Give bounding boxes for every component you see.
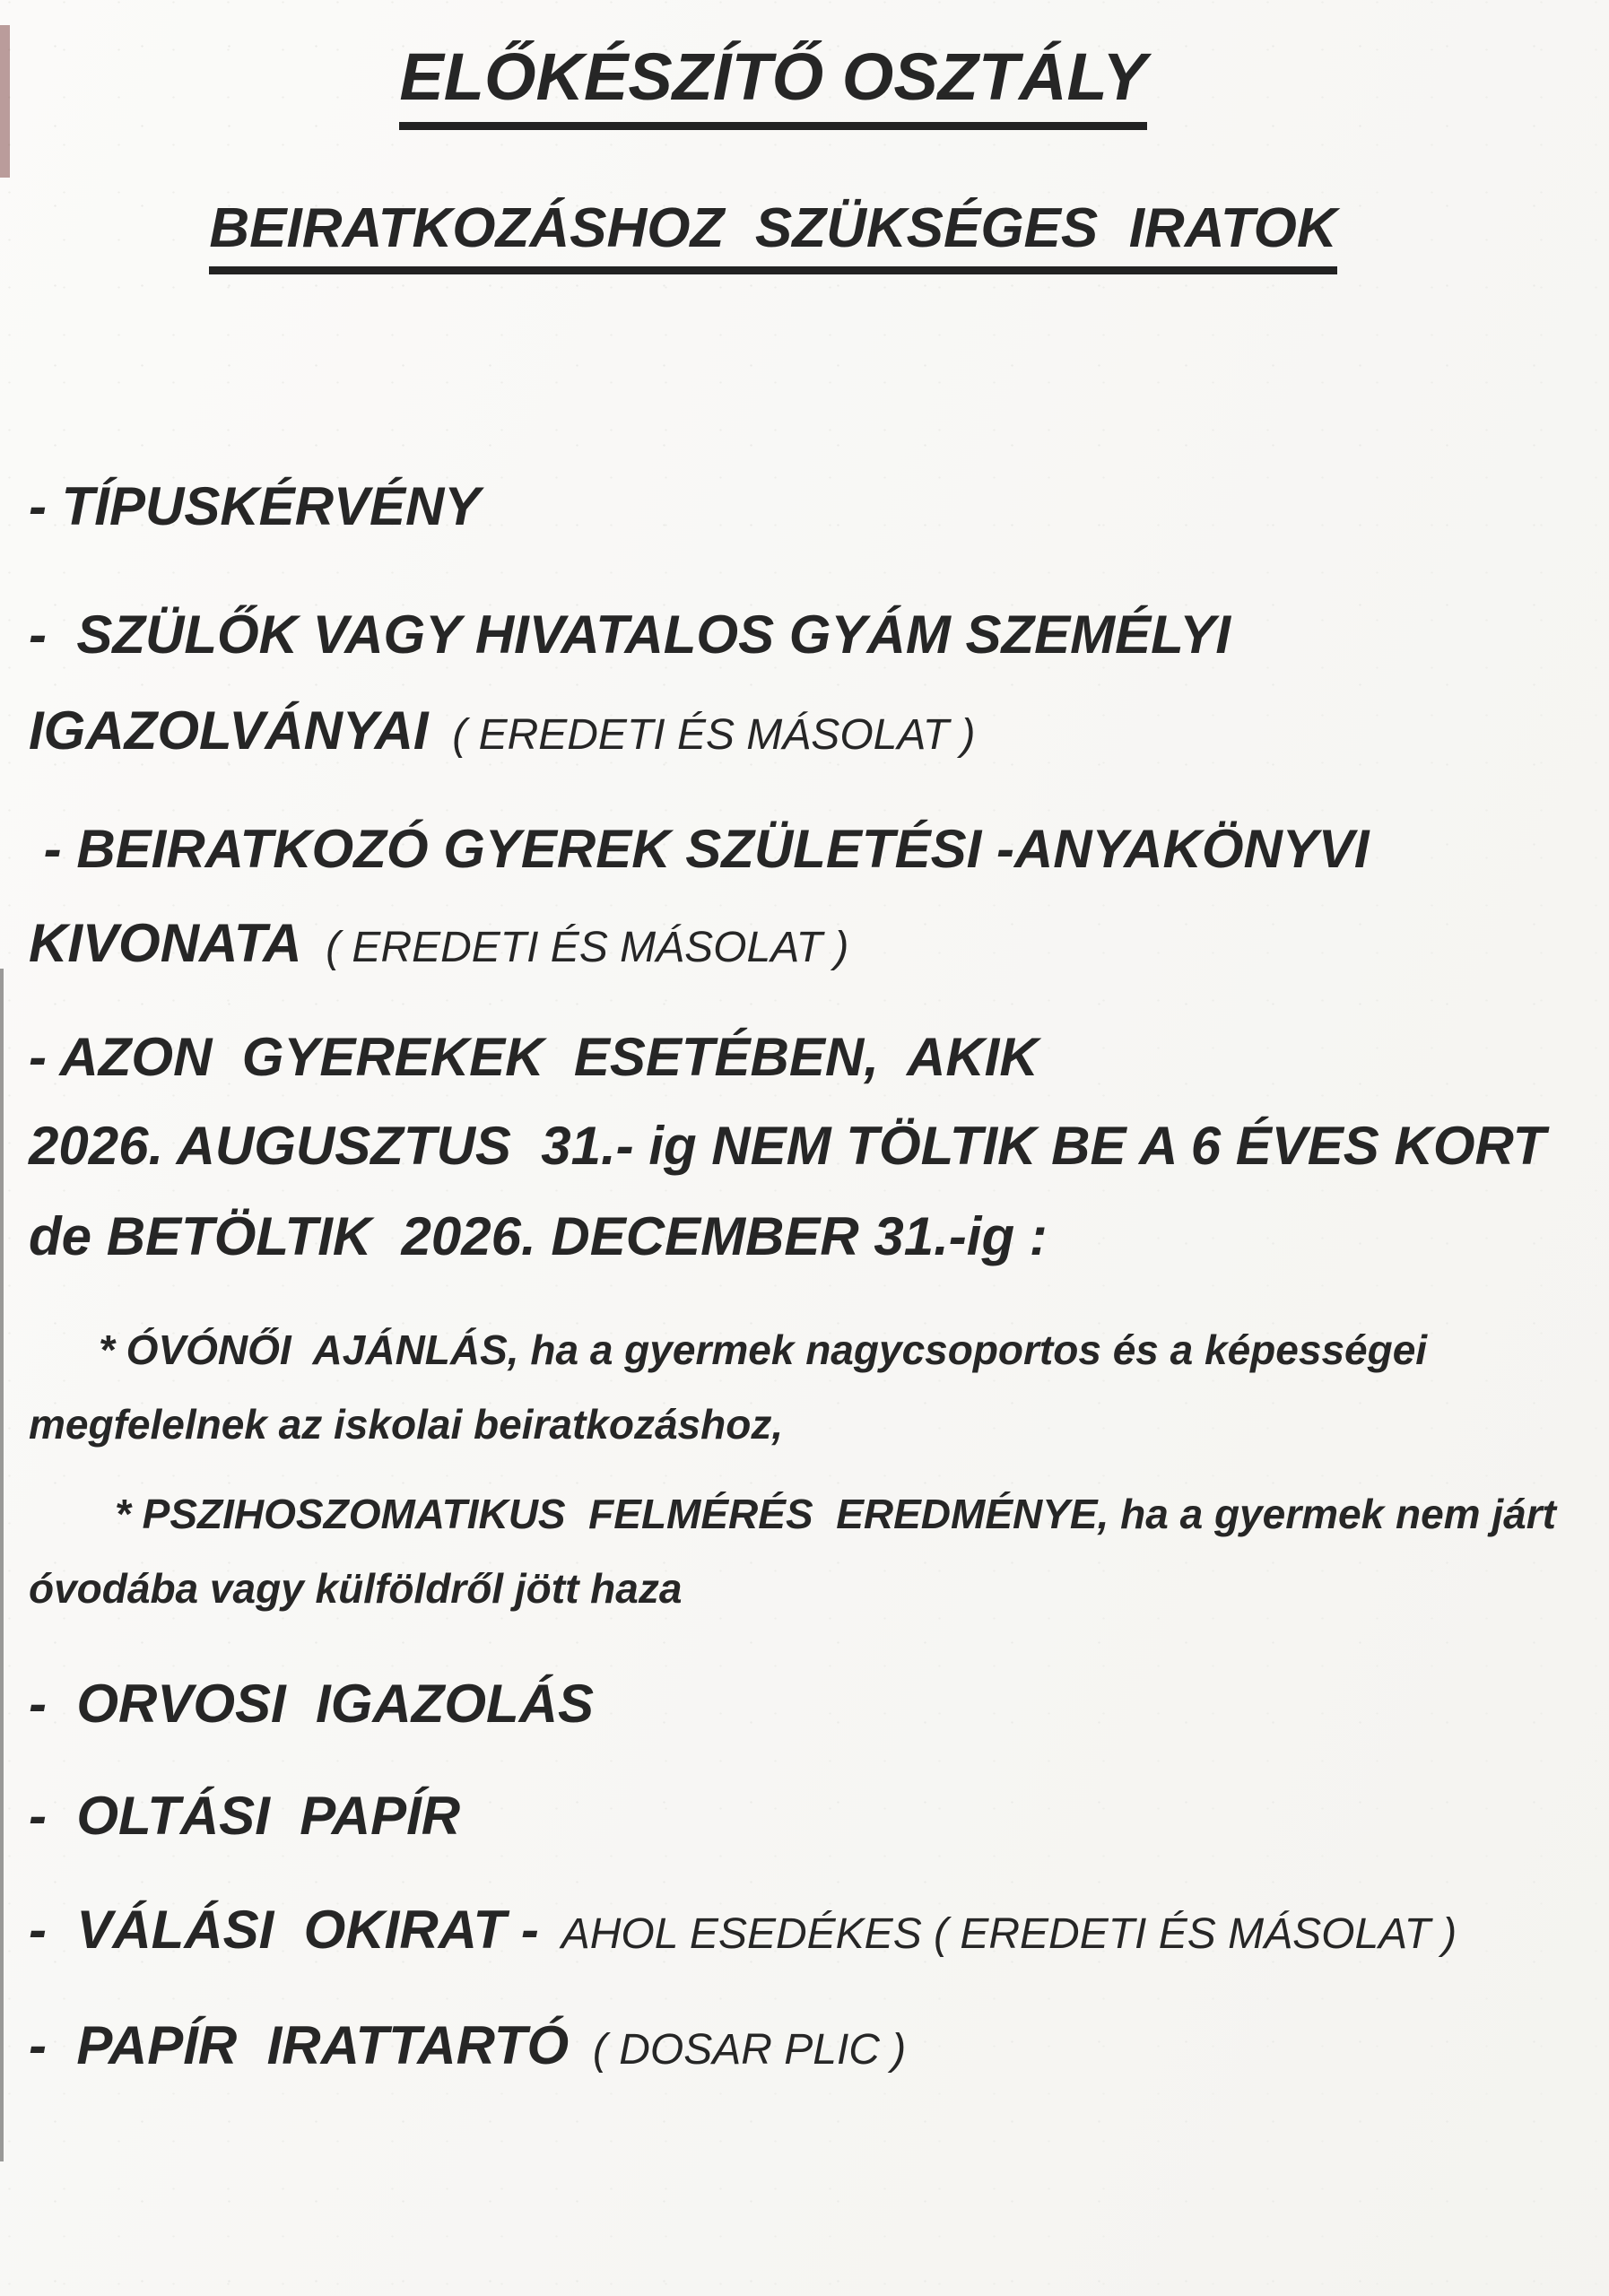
page-title-text: ELŐKÉSZÍTŐ OSZTÁLY: [399, 40, 1146, 130]
list-item-ovonoi-line2: megfelelnek az iskolai beiratkozáshoz,: [29, 1401, 784, 1448]
list-item-valasi-main: - VÁLÁSI OKIRAT -: [29, 1900, 539, 1961]
list-item-azon-line3: de BETÖLTIK 2026. DECEMBER 31.-ig :: [29, 1205, 1048, 1266]
list-item-szulok-line2-main: IGAZOLVÁNYAI: [29, 700, 429, 761]
list-item-valasi-note: AHOL ESEDÉKES ( EREDETI ÉS MÁSOLAT ): [538, 1910, 1457, 1959]
list-item-beiratkozo-line2-note: ( EREDETI ÉS MÁSOLAT ): [301, 924, 849, 972]
page-subtitle: [29, 197, 1518, 274]
list-item-papir-note: ( DOSAR PLIC ): [569, 2026, 907, 2074]
list-item-beiratkozo-line2-main: KIVONATA: [29, 913, 302, 974]
list-item-beiratkozo-line2: [29, 913, 1591, 973]
list-item-pszihoszomatikus-line1: * PSZIHOSZOMATIKUS FELMÉRÉS EREDMÉNYE, ha a gyermek nem járt: [115, 1490, 1556, 1537]
list-item-szulok-line1: - SZÜLŐK VAGY HIVATALOS GYÁM SZEMÉLYI: [29, 604, 1231, 665]
list-item-papir-main: - PAPÍR IRATTARTÓ: [29, 2015, 570, 2076]
list-item-szulok-line2-note: ( EREDETI ÉS MÁSOLAT ): [428, 710, 976, 759]
scan-artifact-left-edge: [0, 969, 4, 2161]
list-item-szulok-line2: [29, 700, 1591, 761]
list-item-azon-line1: - AZON GYEREKEK ESETÉBEN, AKIK: [29, 1027, 1039, 1088]
list-item-orvosi: - ORVOSI IGAZOLÁS: [29, 1673, 595, 1734]
list-item-oltasi: - OLTÁSI PAPÍR: [29, 1786, 461, 1847]
list-item-beiratkozo-line1: - BEIRATKOZÓ GYEREK SZÜLETÉSI -ANYAKÖNYVI: [29, 818, 1370, 879]
list-item-papir: [29, 2015, 1591, 2075]
scan-artifact-corner: [0, 25, 10, 178]
list-item-valasi: [29, 1900, 1591, 1960]
page-subtitle-text: BEIRATKOZÁSHOZ SZÜKSÉGES IRATOK: [209, 197, 1336, 274]
list-item-azon-line2: 2026. AUGUSZTUS 31.- ig NEM TÖLTIK BE A 6 ÉVES KORT: [29, 1116, 1546, 1177]
list-item-tipuskerveny: - TÍPUSKÉRVÉNY: [29, 476, 481, 537]
list-item-ovonoi-line1: * ÓVÓNŐI AJÁNLÁS, ha a gyermek nagycsoportos és a képességei: [99, 1326, 1428, 1373]
list-item-pszihoszomatikus-line2: óvodába vagy külföldről jött haza: [29, 1565, 683, 1613]
document-header: [29, 40, 1518, 274]
page-title: [29, 40, 1518, 130]
